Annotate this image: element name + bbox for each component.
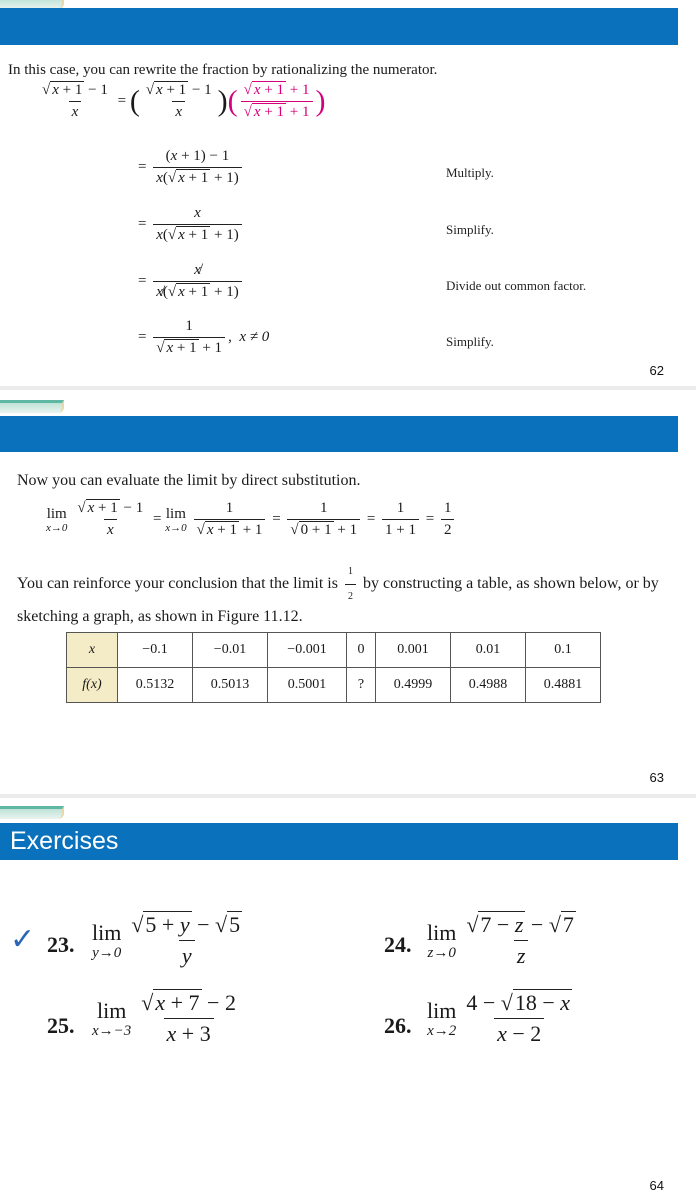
exercise-number-25: 25. bbox=[47, 1013, 75, 1038]
exercise-23-expr: lim y→0 $\frac{√5 + y - √5}{y}$ bbox=[92, 912, 241, 968]
table-cell: −0.1 bbox=[118, 633, 193, 668]
values-table bbox=[66, 632, 601, 703]
table-row-fx bbox=[67, 668, 601, 703]
table-header-x: x bbox=[67, 633, 118, 668]
exercise-24-expr: lim z→0 $\frac{√7 - z - √7}{z}$ bbox=[427, 912, 574, 968]
condition: x ≠ 0 bbox=[239, 328, 270, 345]
page-divider bbox=[0, 386, 696, 390]
reinforce-text-post: by constructing a table, as shown below, or by sketching a graph, as shown in Figure 11.12. bbox=[17, 575, 659, 625]
step-note-4: Simplify. bbox=[446, 334, 494, 349]
table-cell: −0.001 bbox=[268, 633, 347, 668]
exercise-number-26: 26. bbox=[384, 1013, 412, 1038]
table-cell: 0 bbox=[347, 633, 376, 668]
table-cell: 0.01 bbox=[451, 633, 526, 668]
table-header-fx: f(x) bbox=[67, 668, 118, 703]
table-cell: 0.5001 bbox=[268, 668, 347, 703]
section1-intro: In this case, you can rewrite the fraction by rationalizing the numerator. bbox=[8, 62, 438, 78]
table-cell: 0.4988 bbox=[451, 668, 526, 703]
table-cell: 0.1 bbox=[526, 633, 601, 668]
page-number-63: 63 bbox=[649, 770, 664, 785]
equation-line-2: = $\frac{(x + 1) - 1}{x(√ x + 1 + 1)}$ bbox=[138, 148, 245, 187]
table-cell: 0.5013 bbox=[193, 668, 268, 703]
table-cell: −0.01 bbox=[193, 633, 268, 668]
exercise-number-24: 24. bbox=[384, 932, 412, 957]
reinforce-text-pre: You can reinforce your conclusion that the limit is bbox=[17, 575, 338, 593]
exercise-26-expr: lim x→2 $\frac{4 - √18 - x}{x - 2}$ bbox=[427, 990, 571, 1046]
step-note-3: Divide out common factor. bbox=[446, 278, 587, 293]
section-header-bar bbox=[0, 416, 678, 452]
table-cell: 0.001 bbox=[376, 633, 451, 668]
checkmark-icon: ✓ bbox=[10, 922, 36, 957]
equation-line-3: = $\frac{x}{x(√ x + 1 + 1)}$ bbox=[138, 205, 245, 244]
table-row-x bbox=[67, 633, 601, 668]
table-cell: ? bbox=[347, 668, 376, 703]
bookmark-tab bbox=[0, 806, 64, 819]
limit-evaluation: lim x→0 $\frac{√ x + 1 - 1}{x}$ = lim x→0 $\frac{1}{√ x + 1 + 1}$ = $\frac{1}{√ 0 + 1 + 1}$ = $\frac{1}{1 + 1}$ = $\frac{1}{2}$ bbox=[46, 500, 457, 539]
step-note-2: Simplify. bbox=[446, 222, 494, 237]
exercise-25-expr: lim x→−3 $\frac{√x + 7 - 2}{x + 3}$ bbox=[92, 990, 236, 1046]
section2-reinforce bbox=[17, 562, 677, 627]
page-divider bbox=[0, 794, 696, 798]
table-cell: 0.5132 bbox=[118, 668, 193, 703]
exercises-title: Exercises bbox=[10, 827, 119, 855]
table-cell: 0.4881 bbox=[526, 668, 601, 703]
equation-line-4: = $\frac{x̸}{x̸(√ x + 1 + 1)}$ bbox=[138, 262, 245, 301]
section2-intro: Now you can evaluate the limit by direct substitution. bbox=[17, 472, 361, 489]
step-note-1: Multiply. bbox=[446, 165, 494, 180]
page-number-62: 62 bbox=[649, 363, 664, 378]
equation-line-5: = $\frac{1}{√ x + 1 + 1}$ , x ≠ 0 bbox=[138, 318, 270, 356]
equation-line-1: $\frac{√ x + 1 - 1}{x}$ = ( $\frac{√ x + 1 - 1}{x}$ )( $\frac{√ x + 1 + 1}{√ x + 1 + 1}$ ) bbox=[42, 82, 326, 120]
exercise-number-23: 23. bbox=[47, 932, 75, 957]
bookmark-tab bbox=[0, 400, 64, 413]
page-number-64: 64 bbox=[649, 1178, 664, 1193]
one-half: $\frac{1}{2}$ bbox=[345, 562, 356, 607]
section-header-bar bbox=[0, 8, 678, 45]
table-cell: 0.4999 bbox=[376, 668, 451, 703]
